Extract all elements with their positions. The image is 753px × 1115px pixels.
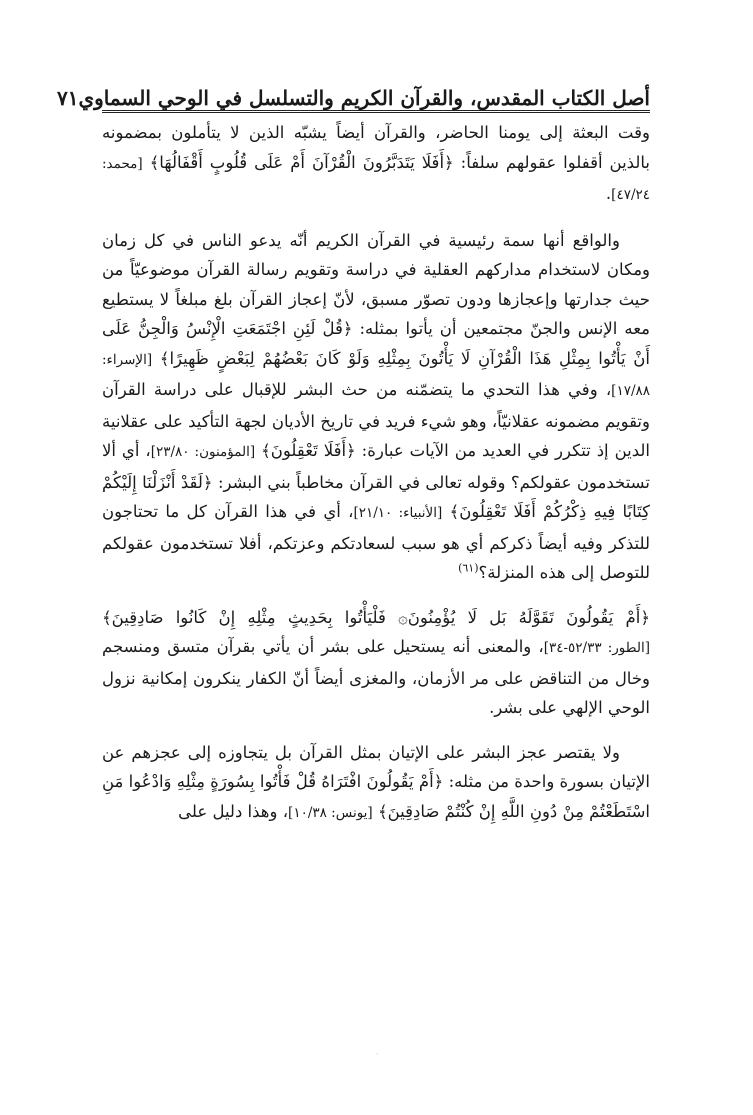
footnote-marker: (٦١) (458, 561, 479, 575)
paragraph-text: ، وفي هذا التحدي ما يتضمّنه من حث البشر للإقبال على دراسة القرآن وتقويم مضمونه عقلانيّاً، وهو شيء فريد في تاريخ الأديان لجهة التأكيد على عقلانية الدين إذ تتكرر في العديد من الآيات عبارة: ﴿أَفَلَا تَعْقِلُونَ﴾ (102, 380, 651, 460)
paragraph-text: وقت البعثة إلى يومنا الحاضر، والقرآن أيضاً يشبّه الذين لا يتأملون بمضمونه بالذين أقفلوا عقولهم سلفاً: ﴿أَفَلَا يَتَدَبَّرُونَ الْقُرْآنَ أَمْ عَلَى قُلُوبٍ أَقْفَالُهَا﴾ (102, 123, 650, 172)
verse-reference: [المؤمنون: ٢٣/٨٠] (150, 444, 256, 460)
verse-reference: [الإسراء: ١٧/٨٨] (102, 351, 650, 399)
paragraph (102, 118, 650, 211)
paragraph-text: والواقع أنها سمة رئيسية في القرآن الكريم أنّه يدعو الناس في كل زمان ومكان لاستخدام مداركهم العقلية في دراسة وتقويم رسالة القرآن موضوعيّاً من حيث جدارتها وإعجازها ودون تصوّر مسبق، لأنّ إعجاز القرآن بلغ مبلغاً لا يستطيع معه الإنس والجنّ مجتمعين أن يأتوا بمثله: ﴿قُلْ لَئِنِ اجْتَمَعَتِ الْإِنْسُ وَالْجِنُّ عَلَى أَنْ يَأْتُوا بِمِثْلِ هَذَا الْقُرْآنِ لَا يَأْتُونَ بِمِثْلِهِ وَلَوْ كَانَ بَعْضُهُمْ لِبَعْضٍ ظَهِيرًا﴾ (102, 230, 650, 368)
body-text (102, 118, 650, 843)
verse-reference: [الطور: ٥٢/٣٣-٣٤] (543, 640, 650, 656)
running-header (56, 74, 650, 110)
page-number: ٧١ (56, 86, 79, 110)
verse-reference: [محمد: ٤٧/٢٤] (102, 155, 650, 203)
paragraph-text: ، وهذا دليل على (178, 801, 289, 821)
paragraph-text: . (605, 184, 612, 203)
running-title: أصل الكتاب المقدس، والقرآن الكريم والتسلسل في الوحي السماوي (78, 86, 650, 110)
page-dot: · (375, 1050, 379, 1059)
paragraph (102, 738, 650, 829)
verse-block (102, 603, 650, 633)
verse-reference: [يونس: ١٠/٣٨] (288, 804, 373, 821)
header-divider (102, 110, 650, 113)
paragraph-text: ، والمعنى أنه يستحيل على بشر أن يأتي بقرآن متسق ومنسجم وخال من التناقض على مر الأزمان، والمغزى أيضاً أنّ الكفار ينكرون إمكانية نزول الوحي الإلهي على بشر. (102, 637, 650, 717)
paragraph-text: ولا يقتصر عجز البشر على الإتيان بمثل القرآن بل يتجاوزه إلى عجزهم عن الإتيان بسورة واحدة من مثله: ﴿أَمْ يَقُولُونَ افْتَرَاهُ قُلْ فَأْتُوا بِسُورَةٍ مِثْلِهِ وَادْعُوا مَنِ اسْتَطَعْتُمْ مِنْ دُونِ اللَّهِ إِنْ كُنْتُمْ صَادِقِينَ﴾ (102, 742, 650, 821)
paragraph-text: ، أي في هذا القرآن كل ما تحتاجون للتذكر وفيه أيضاً ذكركم أي هو سبب لسعادتكم وعزتكم، أفلا تستخدمون عقولكم للتوصل إلى هذه المنزلة؟ (102, 502, 650, 582)
paragraph (102, 632, 650, 723)
verse-reference: [الأنبياء: ٢١/١٠] (353, 505, 443, 521)
paragraph (102, 226, 650, 588)
paragraph-text: ، أي ألا تستخدمون عقولكم؟ وقوله تعالى في القرآن مخاطباً بني البشر: ﴿لَقَدْ أَنْزَلْنَا إِلَيْكُمْ كِتَابًا فِيهِ ذِكْرُكُمْ أَفَلَا تَعْقِلُونَ﴾ (102, 441, 650, 521)
quran-verse: ﴿أَمْ يَقُولُونَ تَقَوَّلَهُ بَل لَا يُؤْمِنُونَ۞ فَلْيَأْتُوا بِحَدِيثٍ مِثْلِهِ إِنْ كَانُوا صَادِقِينَ﴾ (102, 607, 650, 627)
